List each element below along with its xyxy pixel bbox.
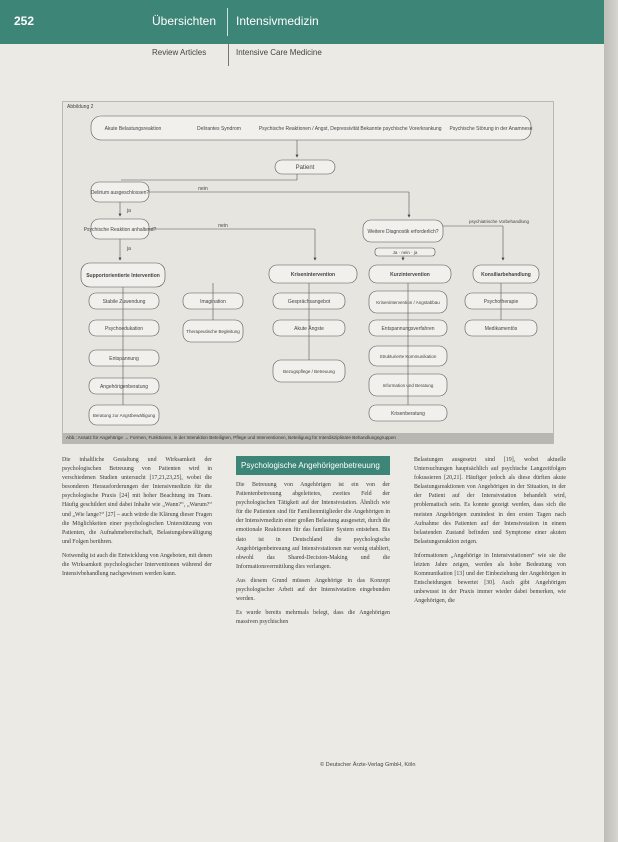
paragraph: Die Betreuung von Angehörigen ist ein von der Patientenbetreuung abgeleitetes, zweites Feld der psychologischen Tätigkeit auf der Intensivstation. Ähnlich wie für die Patienten sind für Familienmitglieder die Angehörigen in der Intensivmedizin einer großen Belastung ausgesetzt, durch die emotionale Reaktionen für das familiäre System entstehen. Bis dato ist in Deutschland die psychologische Angehörigenbetreuung auf Intensivstationen nur wenig etabliert, obwohl das Shared-Decision-Making und die Informationsvermittlung dies verlangen. [236, 482, 390, 570]
top-item-4: Bekannte psychische Vorerkrankung [360, 126, 442, 132]
paragraph: Notwendig ist auch die Entwicklung von Angeboten, mit denen die Wirksamkeit psychologischer Interventionen während der Intensivbehandlung nachgewiesen werden kann. [62, 552, 212, 578]
col3-item-1: Gesprächsangebot [287, 299, 331, 305]
paragraph: Belastungen ausgesetzt sind [19], wobei aktuelle Untersuchungen hauptsächlich auf psychische Langzeitfolgen fokussieren [20,21]. Häufiger jedoch als diese dürften akute Belastungsreaktionen von Angehörigen in der Situation, in der der Patient auf der Intensivstation behandelt wird, problematisch sein. Es konnte gezeigt werden, dass sich die meisten Angehörigen zumindest in den ersten Tagen nach Aufnahme des Patienten auf der Intensivstation in einem belastenden Zustand befinden und Symptome einer akuten Belastungsreaktion zeigen. [414, 457, 566, 545]
top-item-2: Delirantes Syndrom [197, 126, 241, 132]
paragraph: Informationen „Angehörige in Intensivstationen“ wie sie die letzten Jahre zeigen, werden als hohe Bedeutung von Kommunikation [13] und der Einbeziehung der Angehörigen in Entscheidungen bewertet [30]. Auch gibt Angehörigen unbewusst in der Praxis immer wieder dabei bemerken, wie Angehörigen, die [414, 552, 566, 605]
figure-caption: Abb.: Ansatz für Angehörige → Formen, Funktionen, in der Interaktion Beteiligten, Pflege und Interventionen, Beteiligung für Interdisziplinäre Behandlungsgruppen [63, 433, 553, 443]
label-yes-1: ja [127, 208, 131, 214]
col1-item-4: Angehörigenberatung [99, 384, 149, 390]
right-note: psychiatrische Vorbehandlung [468, 219, 530, 224]
header-divider [227, 8, 228, 36]
flowchart-figure [62, 101, 554, 444]
top-item-3: Psychische Reaktionen / Angst, Depressivität [258, 126, 360, 132]
section-subtitle: Review Articles [152, 48, 207, 57]
col1-item-3: Entspannung [109, 356, 139, 362]
question-reaction: Psychische Reaktion anhaltend? [83, 227, 157, 233]
header-band [0, 0, 604, 44]
copyright-footer: © Deutscher Ärzte-Verlag GmbH, Köln [320, 762, 416, 768]
category-support: Supportorientierte Intervention [86, 273, 160, 279]
page-edge [604, 0, 618, 842]
col4-item-3: Strukturierte Kommunikation [379, 354, 437, 359]
paragraph: Die inhaltliche Gestaltung und Wirksamkeit der psychologischen Betreuung von Patienten wird in verschiedenen Studien untersucht [17,21,23,25], wobei die besonderen Herausforderungen der Intensivmedizin für die psychologische Praxis [24] mit hoher Beachtung im Team. Häufig geschildert sind dabei Inhalte wie „Wann?“, „Warum?“ und „Wie lange?“ [27] – auch würde die Klärung dieser Fragen die Möglichkeiten einer psychologischen Unterstützung von Patienten, die Aufnahmebereitschaft, Belastungsbewältigung und Folgen berühren. [62, 457, 212, 545]
flowchart-diagram [63, 102, 553, 433]
section-title: Übersichten [152, 14, 217, 28]
paragraph: Es wurde bereits mehrmals belegt, dass die Angehörigen massiven psychischen [236, 610, 390, 626]
journal-title: Intensivmedizin [236, 14, 319, 28]
col1-item-5: Beratung zur Angstbewältigung [92, 413, 156, 418]
col4-item-2: Entspannungsverfahren [381, 326, 435, 332]
question-diagnostics: Weitere Diagnostik erforderlich? [367, 229, 439, 235]
col5-item-2: Medikamentös [484, 326, 518, 332]
col1-item-2: Psychoedukation [104, 326, 144, 332]
col4-item-5: Krisenberatung [391, 411, 425, 417]
label-yes-2: ja [127, 246, 131, 252]
top-item-1: Akute Belastungsreaktion [104, 126, 162, 132]
figure-label: Abbildung 2 [67, 104, 94, 110]
category-consult: Konsiliarbehandlung [481, 272, 531, 278]
journal-subtitle: Intensive Care Medicine [236, 48, 322, 57]
question-delirium: Delirium ausgeschlossen? [90, 190, 150, 196]
text-column-2 [236, 456, 390, 632]
col1-item-1: Stabile Zuwendung [102, 299, 146, 305]
col4-item-4: Information und Beratung [382, 383, 434, 388]
col4-item-1: Krisenintervention / Angstabbau [376, 300, 440, 305]
patient-node: Patient [295, 165, 315, 171]
options-label: Ja · nein · ja [392, 250, 418, 255]
col2-item-1: Imagination [200, 299, 226, 305]
col5-item-1: Psychotherapie [483, 299, 519, 305]
label-no-2: nein [218, 223, 228, 229]
label-no-1: nein [198, 186, 208, 192]
top-item-5: Psychische Störung in der Anamnese [449, 126, 533, 132]
col3-item-3: Bezugspflege / Betreuung [283, 369, 335, 374]
category-short: Kurzintervention [390, 272, 430, 278]
col3-item-2: Akute Ängste [294, 326, 324, 332]
category-crisis: Krisenintervention [290, 272, 336, 278]
subheader-divider [228, 44, 229, 66]
text-column-1 [62, 456, 212, 584]
page-number: 252 [14, 14, 35, 28]
paragraph: Aus diesem Grund müssen Angehörige in das Konzept psychologischer Arbeit auf der Intensivstation eingebunden werden. [236, 577, 390, 603]
col2-item-2: Therapeutische Begleitung [186, 329, 240, 334]
section-heading: Psychologische Angehörigenbetreuung [236, 456, 390, 475]
text-column-3 [414, 456, 566, 612]
